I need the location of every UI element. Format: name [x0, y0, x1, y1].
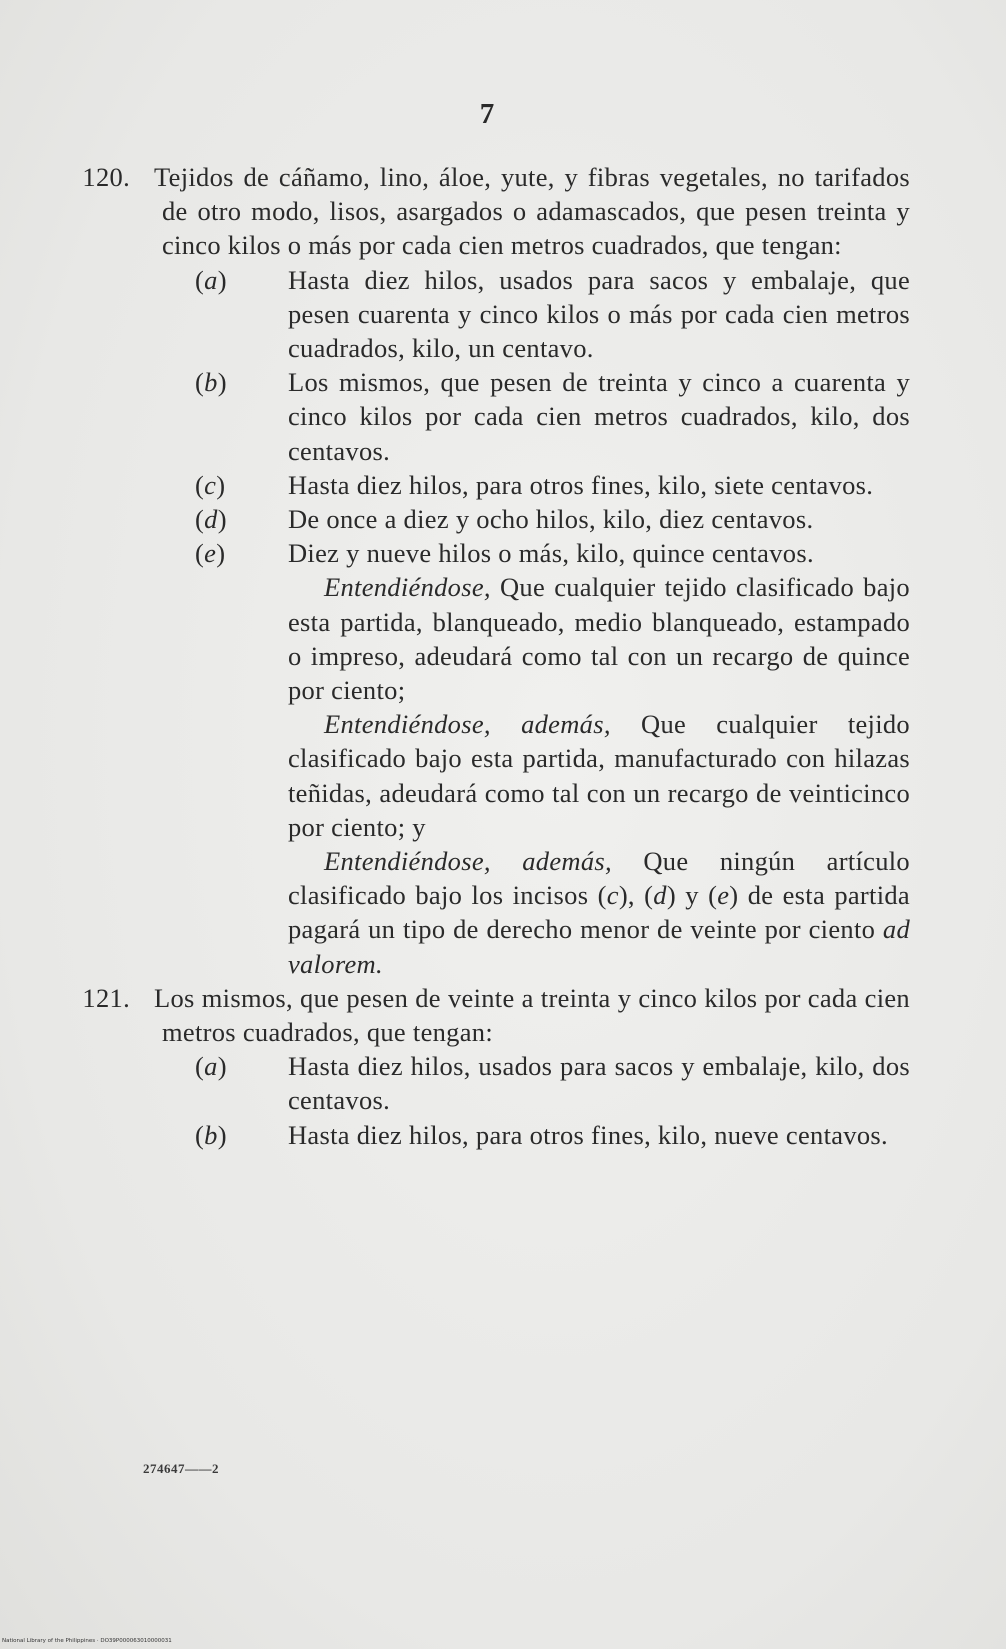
subitem-label: (b)	[195, 1119, 227, 1150]
proviso-1	[62, 570, 910, 707]
proviso-3	[62, 844, 910, 981]
tariff-item-120	[62, 160, 910, 981]
proviso-text: Que cualquier tejido clasificado bajo esta partida, manufacturado con hilazas teñidas, adeudará como tal con un recargo de veinticinco por ciento; y	[288, 709, 910, 842]
ad-valorem: ad valorem.	[288, 914, 910, 979]
clause-ref-e: e	[717, 880, 730, 911]
subitem-d	[62, 502, 910, 536]
source-attribution: National Library of the Philippines · DO39P000063010000031	[2, 1638, 172, 1644]
printer-code: 274647——2	[143, 1461, 219, 1476]
tariff-text	[62, 160, 910, 1152]
item-description: Tejidos de cáñamo, lino, áloe, yute, y fibras vegetales, no tarifados de otro modo, lisos, asargados o adamascados, que pesen treinta y cinco kilos o más por cada cien metros cuadrados, que tengan:	[154, 162, 910, 261]
item-description: Los mismos, que pesen de veinte a treinta y cinco kilos por cada cien metros cuadrados, que tengan:	[154, 982, 910, 1048]
subitem-text: Los mismos, que pesen de treinta y cinco a cuarenta y cinco kilos por cada cien metros cuadrados, kilo, dos centavos.	[288, 367, 910, 466]
subitem-c	[62, 468, 910, 502]
proviso-lead: Entendiéndose, además,	[324, 846, 612, 877]
proviso-lead: Entendiéndose, además,	[324, 709, 611, 740]
subitem-text: De once a diez y ocho hilos, kilo, diez centavos.	[288, 504, 814, 535]
tariff-item-121	[62, 981, 910, 1152]
clause-ref-c: c	[606, 880, 619, 911]
subitem-b	[62, 365, 910, 468]
subitem-label: (e)	[195, 538, 226, 569]
subitem-label: (c)	[195, 469, 226, 500]
subitem-label: (a)	[195, 264, 227, 295]
subitem-text: Hasta diez hilos, usados para sacos y embalaje, que pesen cuarenta y cinco kilos o más por cada cien metros cuadrados, kilo, un centavo.	[288, 264, 910, 364]
subitem-label: (b)	[195, 367, 227, 398]
subitem-text: Hasta diez hilos, para otros fines, kilo, nueve centavos.	[288, 1119, 888, 1150]
subitem-b	[62, 1118, 910, 1152]
proviso-text-2: ), (	[618, 880, 654, 911]
proviso-2	[62, 707, 910, 844]
subitem-e	[62, 536, 910, 570]
subitem-text: Hasta diez hilos, usados para sacos y embalaje, kilo, dos centavos.	[288, 1051, 910, 1116]
proviso-text-3: ) y (	[666, 880, 718, 911]
proviso-text-4: ) de esta partida pagará un tipo de derecho menor de veinte por ciento	[288, 880, 910, 945]
page-number: 7	[479, 98, 495, 130]
proviso-lead: Entendiéndose,	[324, 572, 491, 603]
item-number: 121.	[82, 982, 130, 1013]
subitem-text: Diez y nueve hilos o más, kilo, quince centavos.	[288, 538, 814, 569]
proviso-text: Que cualquier tejido clasificado bajo esta partida, blanqueado, medio blanqueado, estampado o impreso, adeudará como tal con un recargo de quince por ciento;	[288, 572, 910, 706]
subitem-a	[62, 1049, 910, 1117]
subitem-text: Hasta diez hilos, para otros fines, kilo, siete centavos.	[288, 469, 874, 500]
subitem-label: (d)	[195, 504, 227, 535]
subitem-label: (a)	[195, 1051, 227, 1082]
clause-ref-d: d	[653, 880, 667, 911]
proviso-text-1: Que ningún artículo clasificado bajo los incisos (	[288, 846, 910, 911]
item-number: 120.	[82, 162, 130, 192]
subitem-a	[62, 263, 910, 366]
